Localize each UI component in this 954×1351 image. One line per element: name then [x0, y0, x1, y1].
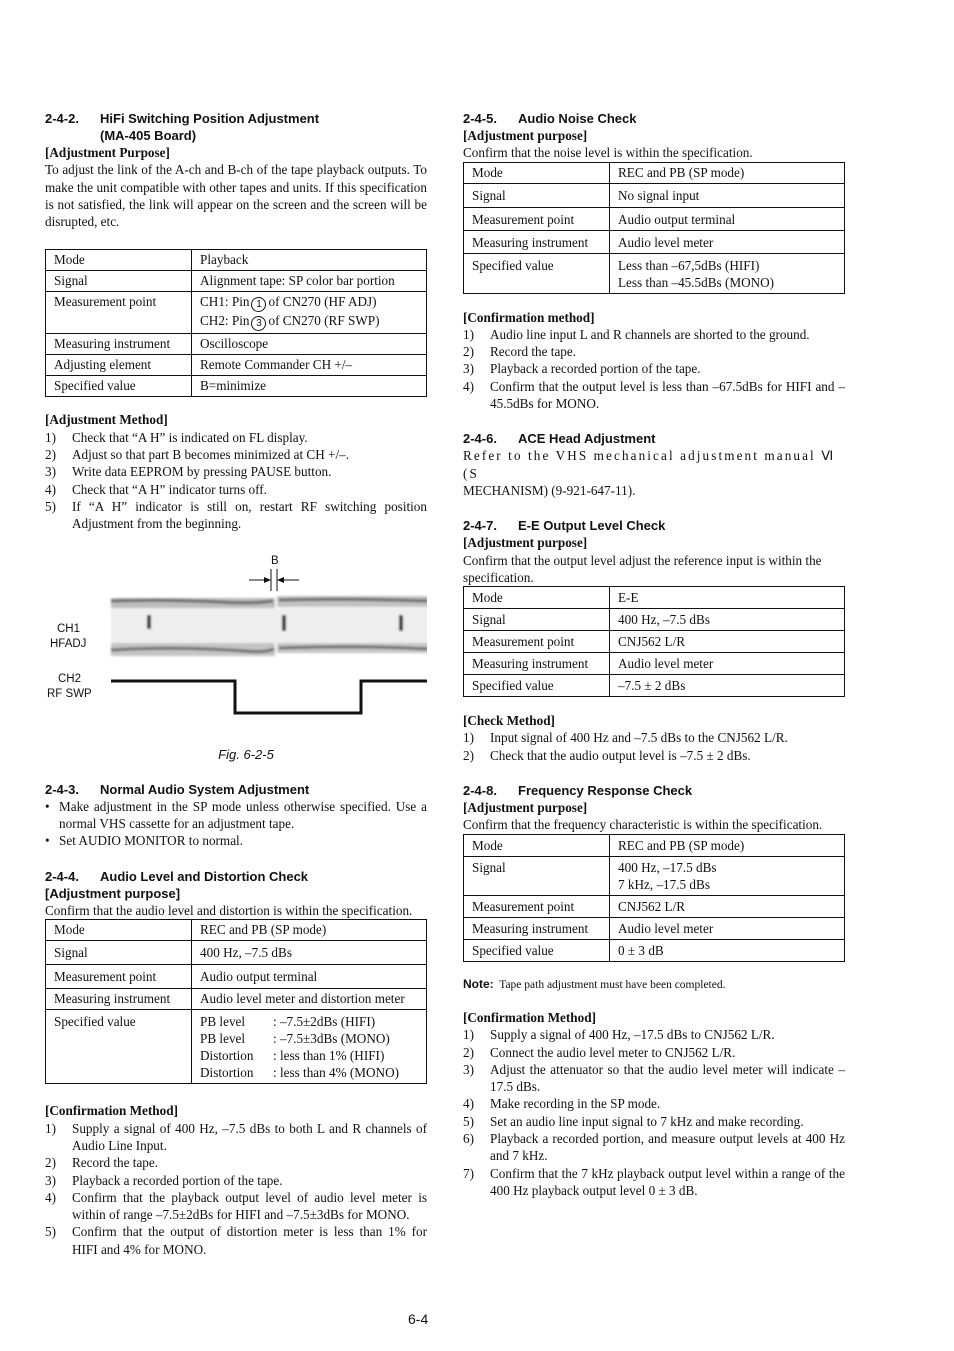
list-item: 5) Set an audio line input signal to 7 kHz and make recording. — [463, 1113, 804, 1129]
b-marker-label: B — [271, 554, 279, 567]
list-item: 2) Connect the audio level meter to CNJ562 L/R. — [463, 1044, 736, 1060]
check-steps — [463, 729, 845, 764]
adjustment-purpose-heading: [Adjustment purpose] — [45, 885, 181, 901]
adjustment-purpose-text: Confirm that the audio level and distortion is within the specification. — [45, 903, 413, 919]
list-item: 3) Write data EEPROM by pressing PAUSE button. — [45, 464, 332, 480]
section-2-4-3-heading: 2-4-3. Normal Audio System Adjustment — [45, 781, 310, 797]
table-row: Specified value B=minimize — [46, 376, 427, 397]
table-row: Mode REC and PB (SP mode) — [46, 920, 427, 941]
adjustment-purpose-heading: [Adjustment purpose] — [463, 535, 588, 551]
figure-caption: Fig. 6-2-5 — [218, 746, 274, 762]
confirmation-method-heading: [Confirmation Method] — [463, 1009, 596, 1025]
bullet-list — [45, 798, 427, 850]
list-item: 2) Check that the audio output level is –7.5 ± 2 dBs. — [463, 747, 751, 763]
section-2-4-6-heading: 2-4-6. ACE Head Adjustment — [463, 431, 656, 447]
ch2-sub-label: RF SWP — [47, 687, 92, 700]
list-item: 4) Make recording in the SP mode. — [463, 1096, 661, 1112]
table-row: Mode REC and PB (SP mode) — [464, 834, 845, 856]
list-item: 5) Confirm that the output of distortion meter is less than 1% for HIFI and 4% for MONO. — [45, 1224, 427, 1257]
confirmation-steps — [463, 326, 845, 412]
circled-pin-number: 1 — [251, 297, 266, 312]
adjustment-purpose-text: To adjust the link of the A-ch and B-ch of the tape playback outputs. To make the unit compatible with other tapes and units. If this specification is not satisfied, the link will appear on the screen and the screen will be disrupted, etc. — [45, 162, 427, 230]
list-item: 4) Confirm that the playback output level of audio level meter is within of range –7.5±2dBs for HIFI and –7.5±3dBs for MONO. — [45, 1189, 427, 1223]
adjustment-purpose-heading: [Adjustment purpose] — [463, 800, 588, 816]
list-item: 3) Playback a recorded portion of the tape. — [463, 361, 701, 377]
section-2-4-7-heading: 2-4-7. E-E Output Level Check — [463, 518, 666, 534]
table-row: Specified value 0 ± 3 dB — [464, 939, 845, 961]
table-row: Signal 400 Hz, –7.5 dBs — [46, 941, 427, 965]
list-item: 1) Supply a signal of 400 Hz, –17.5 dBs to CNJ562 L/R. — [463, 1027, 775, 1043]
check-method-heading: [Check Method] — [463, 713, 555, 729]
list-item: • Make adjustment in the SP mode unless otherwise specified. Use a normal VHS cassette for an adjustment tape. — [45, 798, 427, 832]
table-row: Specified value PB level : –7.5±2dBs (HIFI) PB level : –7.5±3dBs (MONO) Distortion : less than 1% (HIFI) Distortion : less than 4% (MONO) — [46, 1010, 427, 1084]
ch1-label: CH1 — [57, 622, 81, 635]
adjustment-purpose-text: Confirm that the output level adjust the reference input is within the specification. — [463, 552, 822, 585]
list-item: 1) Check that “A H” is indicated on FL display. — [45, 429, 308, 445]
table-row: Signal 400 Hz, –7.5 dBs — [464, 609, 845, 631]
table-row: Adjusting element Remote Commander CH +/– — [46, 355, 427, 376]
section-2-4-2-heading: 2-4-2. HiFi Switching Position Adjustment (MA-405 Board) — [45, 111, 320, 143]
confirmation-steps — [463, 1026, 845, 1199]
section-2-4-8-heading: 2-4-8. Frequency Response Check — [463, 783, 693, 799]
table-row: Measuring instrument Audio level meter — [464, 917, 845, 939]
table-row: Mode Playback — [46, 250, 427, 271]
confirmation-steps — [45, 1120, 427, 1258]
adjustment-purpose-heading: [Adjustment purpose] — [463, 128, 588, 143]
spec-table-2-4-8 — [463, 834, 845, 962]
list-item: 1) Input signal of 400 Hz and –7.5 dBs to the CNJ562 L/R. — [463, 730, 788, 746]
confirmation-method-heading: [Confirmation Method] — [45, 1103, 178, 1119]
list-item: 4) Check that “A H” indicator turns off. — [45, 481, 267, 497]
list-item: 5) If “A H” indicator is still on, restart RF switching position Adjustment from the beginning. — [45, 498, 427, 532]
confirmation-method-heading: [Confirmation method] — [463, 309, 595, 325]
left-column — [45, 110, 427, 1258]
table-row: Measurement point CNJ562 L/R — [464, 895, 845, 917]
spec-table-2-4-7 — [463, 586, 845, 697]
section-2-4-4-heading: 2-4-4. Audio Level and Distortion Check — [45, 868, 309, 884]
ch2-label: CH2 — [58, 672, 82, 685]
list-item: 1) Supply a signal of 400 Hz, –7.5 dBs to both L and R channels of Audio Line Input. — [45, 1120, 427, 1153]
table-row: Specified value –7.5 ± 2 dBs — [464, 675, 845, 697]
table-row: Mode REC and PB (SP mode) — [464, 162, 845, 183]
table-row: Measurement point CNJ562 L/R — [464, 631, 845, 653]
page-number: 6-4 — [408, 1311, 429, 1327]
section-2-4-5-heading: 2-4-5. Audio Noise Check — [463, 111, 637, 126]
ch1-sub-label: HFADJ — [50, 637, 87, 650]
table-row: Specified value Less than –67,5dBs (HIFI) Less than –45.5dBs (MONO) — [464, 253, 845, 293]
adjustment-method-heading: [Adjustment Method] — [45, 412, 168, 428]
adjustment-steps — [45, 429, 427, 533]
spec-values: PB level : –7.5±2dBs (HIFI) PB level : –7.5±3dBs (MONO) Distortion : less than 1% (HIFI) Distortion : less than 4% (MONO) — [200, 1014, 399, 1081]
adjustment-purpose-heading: [Adjustment Purpose] — [45, 145, 170, 160]
list-item: 3) Adjust the attenuator so that the audio level meter will indicate –17.5 dBs. — [463, 1061, 845, 1095]
spec-table-2-4-4 — [45, 919, 427, 1084]
table-row: Signal 400 Hz, –17.5 dBs 7 kHz, –17.5 dBs — [464, 856, 845, 895]
list-item: • Set AUDIO MONITOR to normal. — [45, 833, 244, 849]
waveform-diagram — [45, 553, 427, 758]
list-item: 4) Confirm that the output level is less than –67.5dBs for HIFI and –45.5dBs for MONO. — [463, 378, 845, 412]
circled-pin-number: 3 — [251, 316, 266, 331]
list-item: 7) Confirm that the 7 kHz playback output level within a range of the 400 Hz playback output level 0 ± 3 dB. — [463, 1165, 845, 1198]
spec-table-2-4-5 — [463, 162, 845, 294]
table-row: Measurement point Audio output terminal — [464, 207, 845, 230]
list-item: 6) Playback a recorded portion, and measure output levels at 400 Hz and 7 kHz. — [463, 1131, 845, 1164]
table-row: Mode E-E — [464, 587, 845, 609]
table-row: Measurement point Audio output terminal — [46, 965, 427, 989]
table-row: Signal Alignment tape: SP color bar portion — [46, 271, 427, 292]
table-row: Measuring instrument Audio level meter and distortion meter — [46, 989, 427, 1010]
table-row: Measuring instrument Audio level meter — [464, 230, 845, 253]
note: Note: Tape path adjustment must have been completed. — [463, 976, 726, 991]
adjustment-purpose-text: Confirm that the frequency characteristic is within the specification. — [463, 817, 823, 833]
list-item: 1) Audio line input L and R channels are shorted to the ground. — [463, 326, 810, 342]
list-item: 2) Adjust so that part B becomes minimized at CH +/–. — [45, 447, 350, 463]
table-row: Measuring instrument Audio level meter — [464, 653, 845, 675]
table-row: Measuring instrument Oscilloscope — [46, 334, 427, 355]
ace-head-reference-text-2: MECHANISM) (9-921-647-11). — [463, 482, 636, 498]
adjustment-purpose-text: Confirm that the noise level is within the specification. — [463, 145, 753, 161]
list-item: 2) Record the tape. — [463, 344, 577, 360]
oscilloscope-figure — [45, 553, 427, 758]
spec-table-2-4-2 — [45, 249, 427, 397]
right-column — [463, 110, 845, 1199]
list-item: 3) Playback a recorded portion of the tape. — [45, 1172, 283, 1188]
list-item: 2) Record the tape. — [45, 1155, 159, 1171]
table-row: Signal No signal input — [464, 183, 845, 207]
ace-head-reference-text: Refer to the VHS mechanical adjustment manual Ⅵ (S — [463, 448, 836, 481]
table-row: Measurement point CH1: Pin 1 of CN270 (HF ADJ) CH2: Pin 3 of CN270 (RF SWP) — [46, 292, 427, 334]
